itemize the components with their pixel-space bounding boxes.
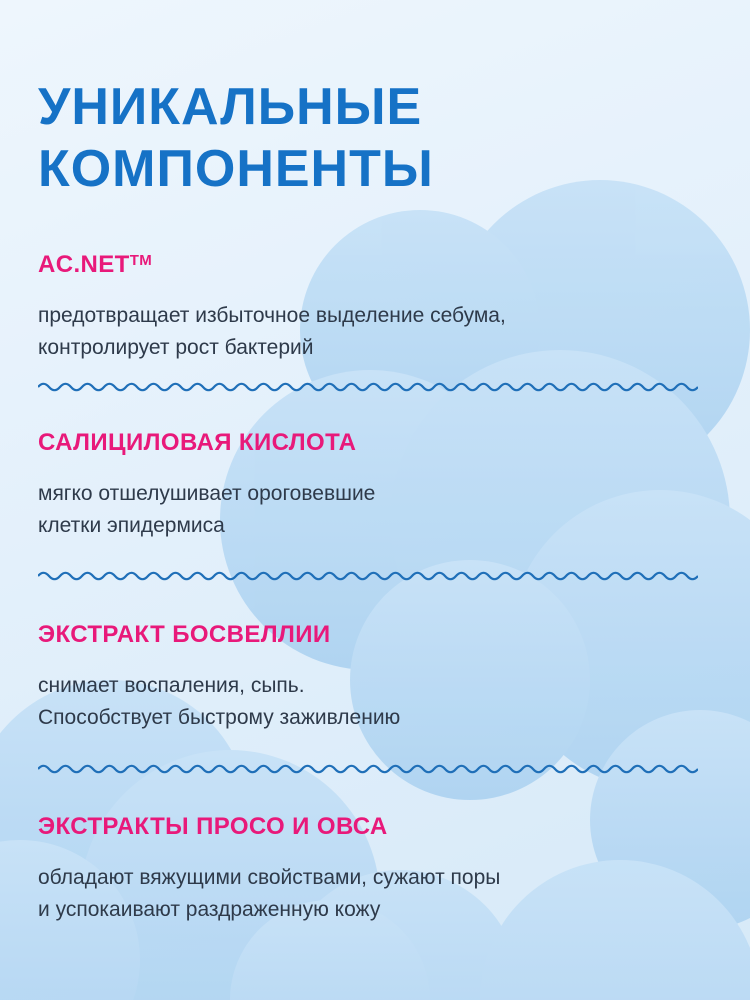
description-line: мягко отшелушивает ороговевшие xyxy=(38,482,376,505)
description-line: и успокаивают раздраженную кожу xyxy=(38,898,381,921)
title-line-1: УНИКАЛЬНЫЕ xyxy=(38,78,423,136)
title-line-2: КОМПОНЕНТЫ xyxy=(38,140,434,198)
component-name: AC.NET xyxy=(38,251,130,278)
component-description-millet-oat xyxy=(38,862,718,926)
trademark-mark: TM xyxy=(129,252,153,269)
description-line: клетки эпидермиса xyxy=(38,514,225,537)
page-title xyxy=(38,76,598,200)
description-line: снимает воспаления, сыпь. xyxy=(38,674,305,697)
component-description-boswellia xyxy=(38,670,718,734)
component-heading-salicylic: САЛИЦИЛОВАЯ КИСЛОТА xyxy=(38,429,357,456)
wave-divider xyxy=(38,762,698,776)
component-heading-acnet xyxy=(38,250,152,280)
wave-divider xyxy=(38,380,698,394)
description-line: контролирует рост бактерий xyxy=(38,336,314,359)
component-heading-millet-oat: ЭКСТРАКТЫ ПРОСО И ОВСА xyxy=(38,813,388,840)
description-line: предотвращает избыточное выделение себума, xyxy=(38,304,506,327)
component-description-acnet xyxy=(38,300,718,364)
wave-divider xyxy=(38,569,698,583)
description-line: обладают вяжущими свойствами, сужают поры xyxy=(38,866,501,889)
component-description-salicylic xyxy=(38,478,718,542)
description-line: Способствует быстрому заживлению xyxy=(38,706,401,729)
component-heading-boswellia: ЭКСТРАКТ БОСВЕЛЛИИ xyxy=(38,621,331,648)
